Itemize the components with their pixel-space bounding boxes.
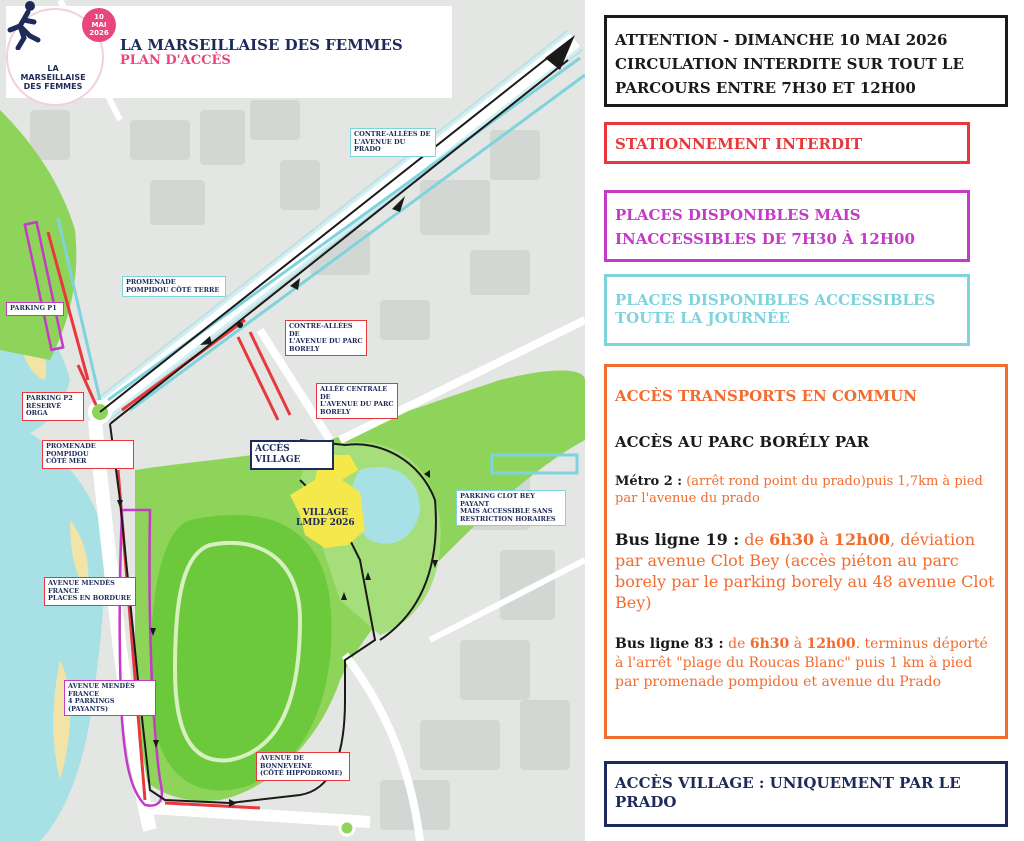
label-parking-clot-bey: PARKING CLOT BEY PAYANT MAIS ACCESSIBLE SANS RESTRICTION HORAIRES [456,490,566,526]
bus19-info: Bus ligne 19 : de 6h30 à 12h00, déviation par avenue Clot Bey (accès piéton au parc borely par le parking borely au 48 avenue Clot Bey) [615,530,995,612]
legend-no-parking: STATIONNEMENT INTERDIT [604,122,970,164]
logo-name: LA MARSEILLAISE DES FEMMES [20,64,86,91]
logo-date-badge [82,8,116,42]
label-bonneveine: AVENUE DE BONNEVEINE (CÔTÉ HIPPODROME) [256,752,350,781]
logo-date-day: 10 [94,13,104,21]
label-promenade-cote-terre: PROMENADE POMPIDOU CÔTÉ TERRE [122,276,226,297]
label-contre-allees-borely: CONTRE-ALLÉES DE L'AVENUE DU PARC BORELY [285,320,367,356]
label-mendes-france-parkings: AVENUE MENDÈS FRANCE 4 PARKINGS (PAYANTS) [64,680,156,716]
label-allee-centrale: ALLÉE CENTRALE DE L'AVENUE DU PARC BORELY [316,383,398,419]
page-subtitle: PLAN D'ACCÈS [120,53,231,68]
label-contre-allees-prado: CONTRE-ALLÉES DE L'AVENUE DU PRADO [350,128,436,157]
logo-date-year: 2026 [89,29,109,37]
village-label: VILLAGE LMDF 2026 [296,508,355,528]
legend-inaccessible-parking: PLACES DISPONIBLES MAIS INACCESSIBLES DE 7H30 À 12H00 [604,190,970,262]
public-transport-box [604,364,1008,739]
label-parking-p2: PARKING P2 RÉSERVÉ ORGA [22,392,84,421]
label-mendes-france-bordure: AVENUE MENDÈS FRANCE PLACES EN BORDURE [44,577,136,606]
runner-icon [0,0,46,50]
label-parking-p1: PARKING P1 [6,302,64,316]
legend-accessible-parking: PLACES DISPONIBLES ACCESSIBLES TOUTE LA JOURNÉE [604,274,970,346]
transport-title: ACCÈS TRANSPORTS EN COMMUN [615,387,917,405]
transport-subtitle: ACCÈS AU PARC BORÉLY PAR [615,433,870,451]
attention-box: ATTENTION - DIMANCHE 10 MAI 2026 CIRCULATION INTERDITE SUR TOUT LE PARCOURS ENTRE 7H30 ET 12H00 [604,15,1008,107]
metro-info: Métro 2 : (arrêt rond point du prado)puis 1,7km à pied par l'avenue du prado [615,474,983,506]
bus83-info: Bus ligne 83 : de 6h30 à 12h00. terminus déporté à l'arrêt "plage du Roucas Blanc" puis 1 km à pied par promenade pompidou et avenue du Prado [615,636,988,690]
page-title: LA MARSEILLAISE DES FEMMES [120,36,403,54]
label-acces-village: ACCÈS VILLAGE [250,440,334,470]
label-promenade-cote-mer: PROMENADE POMPIDOU CÔTÉ MER [42,440,134,469]
logo-date-month: MAI [91,21,107,29]
village-access-box: ACCÈS VILLAGE : UNIQUEMENT PAR LE PRADO [604,761,1008,827]
